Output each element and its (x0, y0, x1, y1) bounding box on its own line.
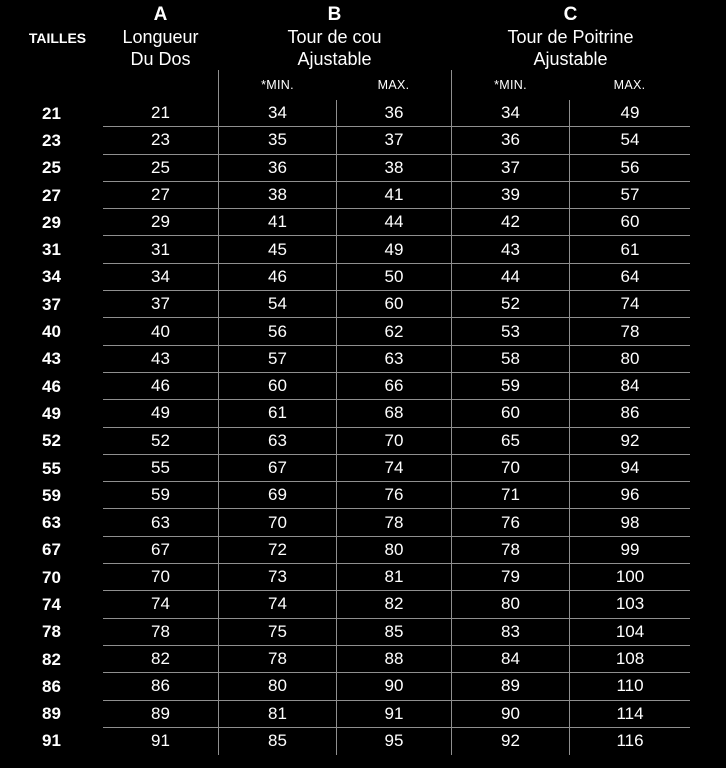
cell-poitrine-max: 61 (569, 236, 690, 263)
cell-cou-min: 60 (218, 373, 336, 400)
cell-poitrine-max: 104 (569, 619, 690, 646)
table-row (0, 155, 726, 182)
cell-taille: 49 (42, 403, 61, 423)
cell-poitrine-max: 49 (569, 100, 690, 127)
cell-cou-min: 63 (218, 428, 336, 455)
cell-longueur-dos: 91 (151, 731, 170, 751)
col-letter-a: A (153, 4, 168, 25)
col-title-b-line2: Ajustable (297, 48, 372, 69)
table-row (0, 509, 726, 536)
cell-cou-max: 36 (336, 100, 451, 127)
cell-poitrine-max: 108 (569, 646, 690, 673)
cell-poitrine-min: 89 (451, 673, 569, 700)
cell-taille: 59 (42, 485, 61, 505)
cell-cou-min: 45 (218, 236, 336, 263)
cell-taille: 25 (42, 158, 61, 178)
cell-taille: 78 (42, 622, 61, 642)
cell-taille: 89 (42, 704, 61, 724)
cell-poitrine-min: 53 (451, 318, 569, 345)
table-row (0, 127, 726, 154)
cell-cou-min: 69 (218, 482, 336, 509)
table-row (0, 346, 726, 373)
cell-longueur-dos: 29 (103, 209, 218, 236)
table-row (0, 100, 726, 127)
cell-longueur-dos: 86 (103, 673, 218, 700)
cell-poitrine-max: 54 (569, 127, 690, 154)
cell-taille: 74 (42, 594, 61, 614)
subheader-c-max: MAX. (613, 78, 646, 92)
cell-longueur-dos: 89 (103, 701, 218, 728)
cell-longueur-dos: 70 (103, 564, 218, 591)
cell-cou-max: 63 (336, 346, 451, 373)
cell-poitrine-min: 76 (451, 509, 569, 536)
cell-cou-max: 66 (336, 373, 451, 400)
cell-taille: 67 (42, 540, 61, 560)
col-title-c-line1: Tour de Poitrine (507, 27, 634, 47)
cell-cou-max: 74 (336, 455, 451, 482)
cell-poitrine-min: 79 (451, 564, 569, 591)
cell-cou-min: 72 (218, 537, 336, 564)
cell-longueur-dos: 63 (103, 509, 218, 536)
cell-cou-max: 49 (336, 236, 451, 263)
cell-poitrine-max: 64 (569, 264, 690, 291)
cell-poitrine-max: 92 (569, 428, 690, 455)
cell-cou-min: 57 (218, 346, 336, 373)
subheader-c-min: *MIN. (451, 70, 569, 100)
cell-cou-max: 44 (336, 209, 451, 236)
cell-cou-max: 85 (336, 619, 451, 646)
cell-longueur-dos: 25 (103, 155, 218, 182)
cell-longueur-dos: 67 (103, 537, 218, 564)
cell-cou-max: 50 (336, 264, 451, 291)
cell-longueur-dos: 23 (103, 127, 218, 154)
cell-poitrine-max: 100 (569, 564, 690, 591)
cell-longueur-dos: 55 (103, 455, 218, 482)
cell-longueur-dos: 59 (103, 482, 218, 509)
cell-taille: 86 (42, 676, 61, 696)
cell-cou-max: 88 (336, 646, 451, 673)
cell-poitrine-min: 42 (451, 209, 569, 236)
cell-poitrine-min: 65 (451, 428, 569, 455)
cell-cou-min: 35 (218, 127, 336, 154)
table-row (0, 537, 726, 564)
subheader-row (0, 70, 726, 100)
cell-poitrine-max: 80 (569, 346, 690, 373)
cell-poitrine-min: 44 (451, 264, 569, 291)
table-row (0, 673, 726, 700)
cell-poitrine-max: 103 (569, 591, 690, 618)
cell-cou-min: 85 (218, 728, 336, 755)
table-row (0, 564, 726, 591)
table-row (0, 701, 726, 728)
col-title-a (103, 27, 218, 70)
cell-longueur-dos: 82 (103, 646, 218, 673)
cell-taille: 46 (42, 376, 61, 396)
col-title-a-line1: Longueur (122, 27, 199, 47)
cell-longueur-dos: 37 (103, 291, 218, 318)
cell-poitrine-min: 37 (451, 155, 569, 182)
cell-poitrine-min: 80 (451, 591, 569, 618)
cell-poitrine-max: 114 (569, 701, 690, 728)
col-letter-c: C (563, 4, 578, 25)
cell-cou-max: 70 (336, 428, 451, 455)
cell-longueur-dos: 31 (103, 236, 218, 263)
table-row (0, 728, 726, 755)
cell-cou-min: 34 (218, 100, 336, 127)
cell-poitrine-max: 60 (569, 209, 690, 236)
cell-cou-max: 62 (336, 318, 451, 345)
table-row (0, 455, 726, 482)
header-titles-row (0, 27, 726, 70)
cell-poitrine-max: 96 (569, 482, 690, 509)
cell-taille: 40 (42, 322, 61, 342)
cell-poitrine-min: 90 (451, 701, 569, 728)
cell-poitrine-max: 86 (569, 400, 690, 427)
table-row (0, 619, 726, 646)
cell-longueur-dos: 52 (103, 428, 218, 455)
cell-cou-max: 82 (336, 591, 451, 618)
col-title-c-line2: Ajustable (533, 48, 608, 69)
cell-cou-max: 95 (336, 728, 451, 755)
cell-taille: 21 (42, 103, 61, 123)
table-row (0, 209, 726, 236)
cell-poitrine-max: 110 (569, 673, 690, 700)
cell-cou-min: 54 (218, 291, 336, 318)
col-letter-b: B (327, 4, 342, 25)
col-title-c (451, 27, 690, 70)
cell-longueur-dos: 27 (103, 182, 218, 209)
cell-cou-max: 60 (336, 291, 451, 318)
cell-poitrine-max: 116 (569, 728, 690, 755)
subheader-spacer-1 (0, 70, 103, 100)
cell-cou-min: 41 (218, 209, 336, 236)
cell-poitrine-max: 98 (569, 509, 690, 536)
table-row (0, 428, 726, 455)
cell-taille: 27 (42, 185, 61, 205)
cell-cou-min: 81 (218, 701, 336, 728)
cell-cou-min: 75 (218, 619, 336, 646)
cell-cou-max: 78 (336, 509, 451, 536)
cell-taille: 23 (42, 130, 61, 150)
col-title-a-line2: Du Dos (130, 48, 191, 69)
header-letters-row (0, 0, 726, 27)
table-row (0, 236, 726, 263)
cell-taille: 52 (42, 431, 61, 451)
cell-poitrine-min: 34 (451, 100, 569, 127)
cell-poitrine-max: 56 (569, 155, 690, 182)
cell-longueur-dos: 49 (103, 400, 218, 427)
cell-poitrine-min: 43 (451, 236, 569, 263)
subheader-spacer-2 (103, 70, 218, 100)
cell-cou-min: 56 (218, 318, 336, 345)
cell-taille: 29 (42, 212, 61, 232)
cell-taille: 63 (42, 513, 61, 533)
cell-poitrine-min: 78 (451, 537, 569, 564)
cell-taille: 37 (42, 294, 61, 314)
cell-poitrine-max: 57 (569, 182, 690, 209)
cell-longueur-dos: 74 (103, 591, 218, 618)
cell-cou-min: 70 (218, 509, 336, 536)
cell-poitrine-min: 71 (451, 482, 569, 509)
cell-poitrine-max: 74 (569, 291, 690, 318)
table-row (0, 264, 726, 291)
cell-cou-max: 91 (336, 701, 451, 728)
cell-cou-min: 80 (218, 673, 336, 700)
cell-poitrine-max: 99 (569, 537, 690, 564)
cell-cou-max: 81 (336, 564, 451, 591)
cell-taille: 55 (42, 458, 61, 478)
cell-cou-min: 73 (218, 564, 336, 591)
col-title-b (218, 27, 451, 70)
cell-cou-min: 74 (218, 591, 336, 618)
cell-taille: 91 (42, 731, 61, 751)
cell-cou-min: 36 (218, 155, 336, 182)
cell-cou-max: 90 (336, 673, 451, 700)
cell-poitrine-max: 94 (569, 455, 690, 482)
cell-longueur-dos: 21 (103, 100, 218, 127)
cell-longueur-dos: 34 (103, 264, 218, 291)
cell-cou-max: 37 (336, 127, 451, 154)
cell-poitrine-max: 84 (569, 373, 690, 400)
cell-cou-max: 80 (336, 537, 451, 564)
cell-cou-max: 76 (336, 482, 451, 509)
table-row (0, 182, 726, 209)
cell-poitrine-min: 52 (451, 291, 569, 318)
cell-longueur-dos: 43 (103, 346, 218, 373)
cell-poitrine-max: 78 (569, 318, 690, 345)
cell-longueur-dos: 78 (103, 619, 218, 646)
cell-cou-max: 68 (336, 400, 451, 427)
cell-cou-max: 38 (336, 155, 451, 182)
cell-taille: 31 (42, 240, 61, 260)
cell-poitrine-min: 58 (451, 346, 569, 373)
cell-poitrine-min: 84 (451, 646, 569, 673)
table-row (0, 318, 726, 345)
table-row (0, 373, 726, 400)
subheader-b-max: MAX. (377, 78, 410, 92)
cell-taille: 82 (42, 649, 61, 669)
cell-cou-max: 41 (336, 182, 451, 209)
cell-taille: 70 (42, 567, 61, 587)
cell-cou-min: 46 (218, 264, 336, 291)
cell-taille: 34 (42, 267, 61, 287)
table-body (0, 100, 726, 755)
cell-cou-min: 67 (218, 455, 336, 482)
cell-longueur-dos: 46 (103, 373, 218, 400)
cell-cou-min: 38 (218, 182, 336, 209)
table-row (0, 591, 726, 618)
cell-poitrine-min: 92 (451, 728, 569, 755)
cell-longueur-dos: 40 (103, 318, 218, 345)
cell-cou-min: 78 (218, 646, 336, 673)
cell-poitrine-min: 83 (451, 619, 569, 646)
table-row (0, 482, 726, 509)
cell-taille: 43 (42, 349, 61, 369)
table-row (0, 400, 726, 427)
col-title-b-line1: Tour de cou (287, 27, 382, 47)
cell-poitrine-min: 59 (451, 373, 569, 400)
cell-poitrine-min: 39 (451, 182, 569, 209)
cell-poitrine-min: 70 (451, 455, 569, 482)
cell-cou-min: 61 (218, 400, 336, 427)
table-row (0, 646, 726, 673)
subheader-b-min: *MIN. (218, 70, 336, 100)
cell-poitrine-min: 60 (451, 400, 569, 427)
cell-poitrine-min: 36 (451, 127, 569, 154)
table-row (0, 291, 726, 318)
tailles-label: TAILLES (28, 30, 87, 46)
